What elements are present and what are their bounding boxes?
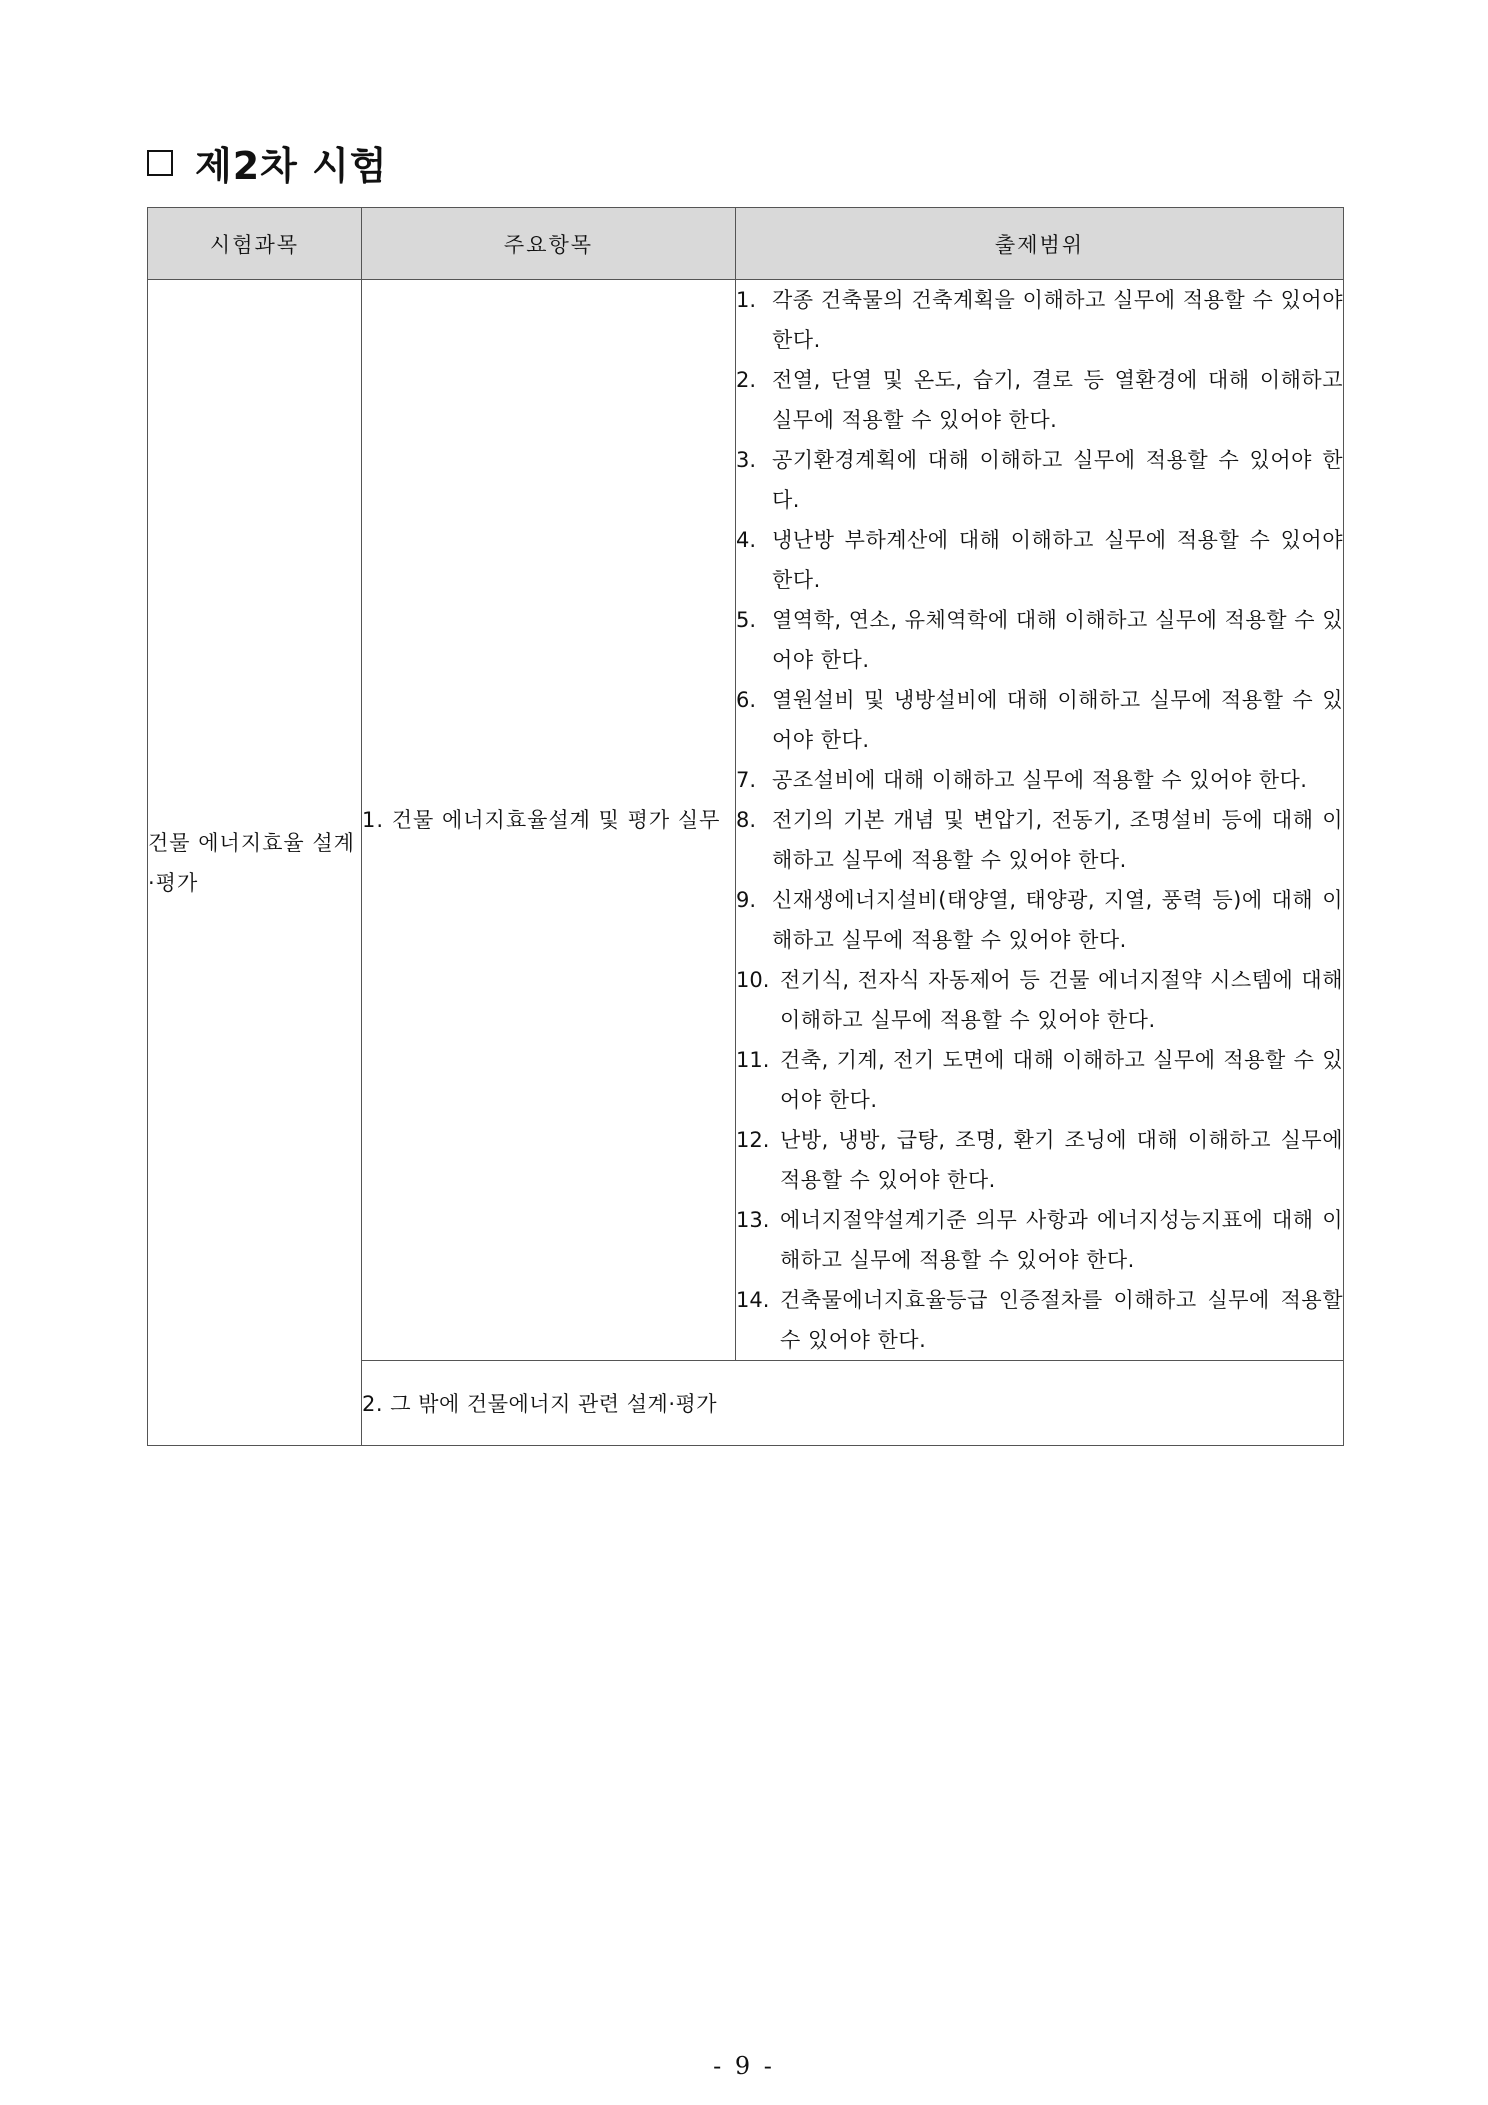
scope-item bbox=[736, 760, 1343, 800]
scope-cell bbox=[736, 280, 1344, 1361]
exam-table bbox=[147, 207, 1344, 1446]
scope-item-number: 3. bbox=[736, 448, 757, 472]
scope-item-number: 8. bbox=[736, 808, 757, 832]
scope-item bbox=[736, 680, 1343, 760]
scope-item bbox=[736, 960, 1343, 1040]
scope-item bbox=[736, 1040, 1343, 1120]
scope-item bbox=[736, 800, 1343, 880]
header-main-items: 주요항목 bbox=[362, 208, 736, 280]
scope-item-text: 전기식, 전자식 자동제어 등 건물 에너지절약 시스템에 대해 이해하고 실무에 적용할 수 있어야 한다. bbox=[780, 968, 1343, 1032]
section-title bbox=[147, 136, 388, 188]
scope-item-text: 열원설비 및 냉방설비에 대해 이해하고 실무에 적용할 수 있어야 한다. bbox=[772, 688, 1343, 752]
scope-item-text: 전기의 기본 개념 및 변압기, 전동기, 조명설비 등에 대해 이해하고 실무에 적용할 수 있어야 한다. bbox=[772, 808, 1343, 872]
scope-item-number: 6. bbox=[736, 688, 757, 712]
scope-item bbox=[736, 520, 1343, 600]
scope-item-number: 11. bbox=[736, 1048, 770, 1072]
header-subject: 시험과목 bbox=[148, 208, 362, 280]
scope-item bbox=[736, 280, 1343, 360]
scope-item bbox=[736, 1280, 1343, 1360]
scope-item-text: 냉난방 부하계산에 대해 이해하고 실무에 적용할 수 있어야 한다. bbox=[772, 528, 1343, 592]
scope-list bbox=[736, 280, 1343, 1360]
other-item-cell: 2. 그 밖에 건물에너지 관련 설계·평가 bbox=[362, 1361, 1344, 1446]
scope-item-number: 14. bbox=[736, 1288, 770, 1312]
scope-item-text: 공기환경계획에 대해 이해하고 실무에 적용할 수 있어야 한다. bbox=[772, 448, 1343, 512]
scope-item-text: 신재생에너지설비(태양열, 태양광, 지열, 풍력 등)에 대해 이해하고 실무에 적용할 수 있어야 한다. bbox=[772, 888, 1343, 952]
section-title-text: 제2차 시험 bbox=[195, 143, 388, 188]
scope-item-number: 5. bbox=[736, 608, 757, 632]
scope-item bbox=[736, 880, 1343, 960]
scope-item-text: 전열, 단열 및 온도, 습기, 결로 등 열환경에 대해 이해하고 실무에 적용할 수 있어야 한다. bbox=[772, 368, 1343, 432]
scope-item bbox=[736, 1200, 1343, 1280]
scope-item-number: 1. bbox=[736, 288, 757, 312]
scope-item-number: 9. bbox=[736, 888, 757, 912]
scope-item-text: 난방, 냉방, 급탕, 조명, 환기 조닝에 대해 이해하고 실무에 적용할 수 있어야 한다. bbox=[780, 1128, 1343, 1192]
scope-item-text: 건축, 기계, 전기 도면에 대해 이해하고 실무에 적용할 수 있어야 한다. bbox=[780, 1048, 1343, 1112]
scope-item bbox=[736, 360, 1343, 440]
scope-item bbox=[736, 1120, 1343, 1200]
main-item-label: 1. 건물 에너지효율설계 및 평가 실무 bbox=[362, 808, 721, 832]
scope-item-text: 에너지절약설계기준 의무 사항과 에너지성능지표에 대해 이해하고 실무에 적용할 수 있어야 한다. bbox=[780, 1208, 1343, 1272]
scope-item-number: 4. bbox=[736, 528, 757, 552]
scope-item-text: 각종 건축물의 건축계획을 이해하고 실무에 적용할 수 있어야 한다. bbox=[772, 288, 1343, 352]
table-header-row bbox=[148, 208, 1344, 280]
scope-item-number: 7. bbox=[736, 768, 757, 792]
scope-item-number: 2. bbox=[736, 368, 757, 392]
subject-cell: 건물 에너지효율 설계·평가 bbox=[148, 280, 362, 1446]
scope-item-number: 13. bbox=[736, 1208, 770, 1232]
scope-item-text: 건축물에너지효율등급 인증절차를 이해하고 실무에 적용할 수 있어야 한다. bbox=[780, 1288, 1343, 1352]
page-number: - 9 - bbox=[713, 2052, 775, 2080]
scope-item bbox=[736, 600, 1343, 680]
table-row bbox=[148, 280, 1344, 1361]
scope-item-text: 공조설비에 대해 이해하고 실무에 적용할 수 있어야 한다. bbox=[772, 768, 1308, 792]
main-item-cell bbox=[362, 280, 736, 1361]
scope-item-text: 열역학, 연소, 유체역학에 대해 이해하고 실무에 적용할 수 있어야 한다. bbox=[772, 608, 1343, 672]
scope-item-number: 12. bbox=[736, 1128, 770, 1152]
header-scope: 출제범위 bbox=[736, 208, 1344, 280]
checkbox-square-icon bbox=[147, 150, 173, 176]
scope-item-number: 10. bbox=[736, 968, 770, 992]
scope-item bbox=[736, 440, 1343, 520]
